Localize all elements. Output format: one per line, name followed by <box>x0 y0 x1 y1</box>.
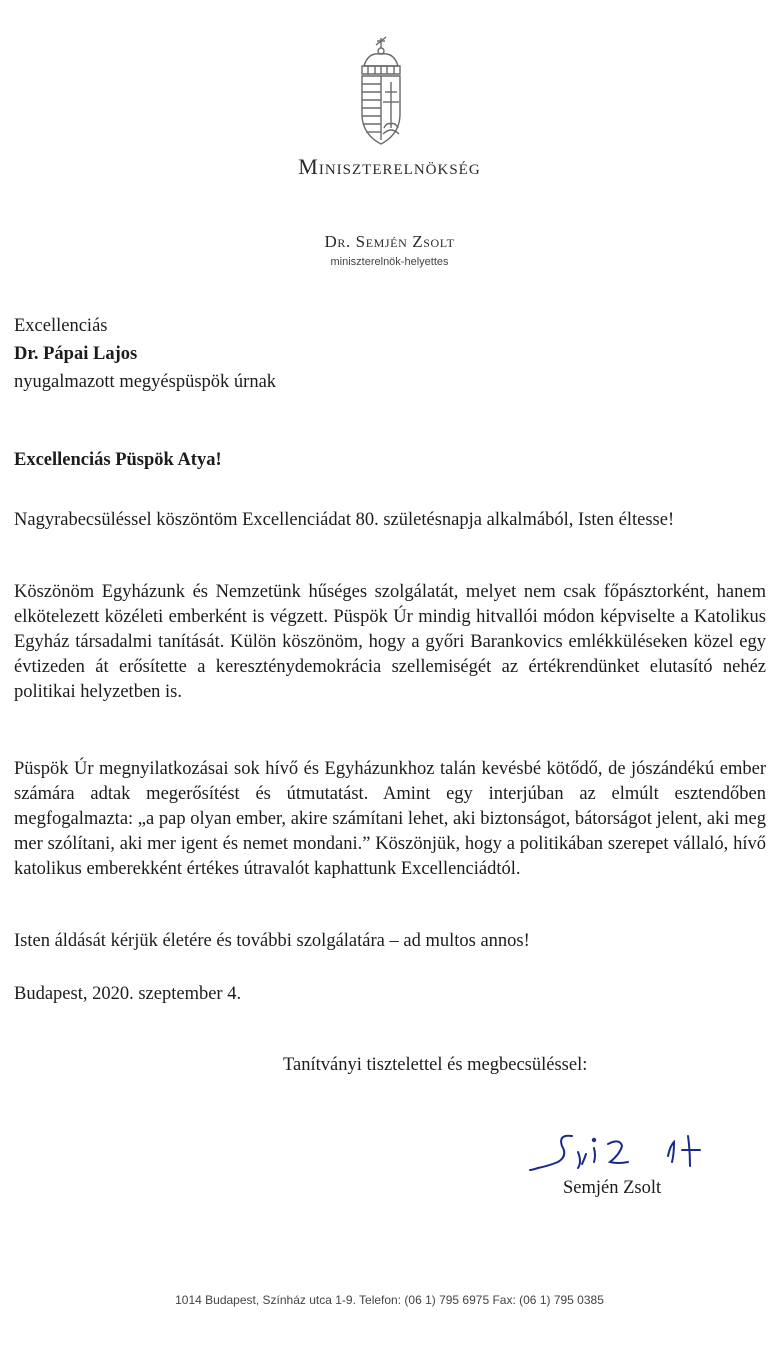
salutation: Excellenciás Püspök Atya! <box>14 450 222 470</box>
handwritten-signature <box>528 1126 738 1186</box>
body-paragraph-1: Nagyrabecsüléssel köszöntöm Excellenciádat 80. születésnapja alkalmából, Isten éltesse! <box>14 510 675 530</box>
addressee-block <box>14 312 276 396</box>
signatory-name: Dr. Semjén Zsolt <box>324 232 455 251</box>
addressee-title: Excellenciás <box>14 316 108 336</box>
signer-name: Semjén Zsolt <box>563 1178 662 1198</box>
place-and-date: Budapest, 2020. szeptember 4. <box>14 984 242 1004</box>
ministry-name: Miniszterelnökség <box>298 154 481 179</box>
body-paragraph-3: Püspök Úr megnyilatkozásai sok hívő és Egyházunkhoz talán kevésbé kötődő, de jószándékú ember számára adtak megerősítést és útmutatást. Amint egy interjúban az elmúlt esztendőben megfogalmazta: „a pap olyan ember, akire számítani lehet, aki biztonságot, bátorságot jelent, aki meg mer szólítani, aki mer igent és nemet mondani.” Köszönjük, hogy a politikában szerepet vállaló, hívő katolikus emberekként értékes útravalót kaphattunk Excellenciádtól. <box>14 759 766 879</box>
body-paragraph-4: Isten áldását kérjük életére és további szolgálatára – ad multos annos! <box>14 931 530 951</box>
hungarian-coat-of-arms-icon <box>356 36 406 148</box>
signatory-role: miniszterelnök-helyettes <box>330 256 449 268</box>
closing-line: Tanítványi tisztelettel és megbecsüléssel: <box>283 1055 588 1075</box>
body-paragraph-2: Köszönöm Egyházunk és Nemzetünk hűséges szolgálatát, melyet nem csak főpásztorként, hanem elkötelezett közéleti emberként is végzett. Püspök Úr mindig hitvallói módon képviselte a Katolikus Egyház társadalmi tanítását. Külön köszönöm, hogy a győri Barankovics emlékküléseken közel egy évtizeden át erősítette a kereszténydemokrácia szellemiségét az értékrendünket elutasító nehéz politikai helyzetben is. <box>14 582 766 702</box>
addressee-name: Dr. Pápai Lajos <box>14 344 138 364</box>
addressee-position: nyugalmazott megyéspüspök úrnak <box>14 372 277 392</box>
footer-address: 1014 Budapest, Színház utca 1-9. Telefon: (06 1) 795 6975 Fax: (06 1) 795 0385 <box>175 1293 604 1307</box>
